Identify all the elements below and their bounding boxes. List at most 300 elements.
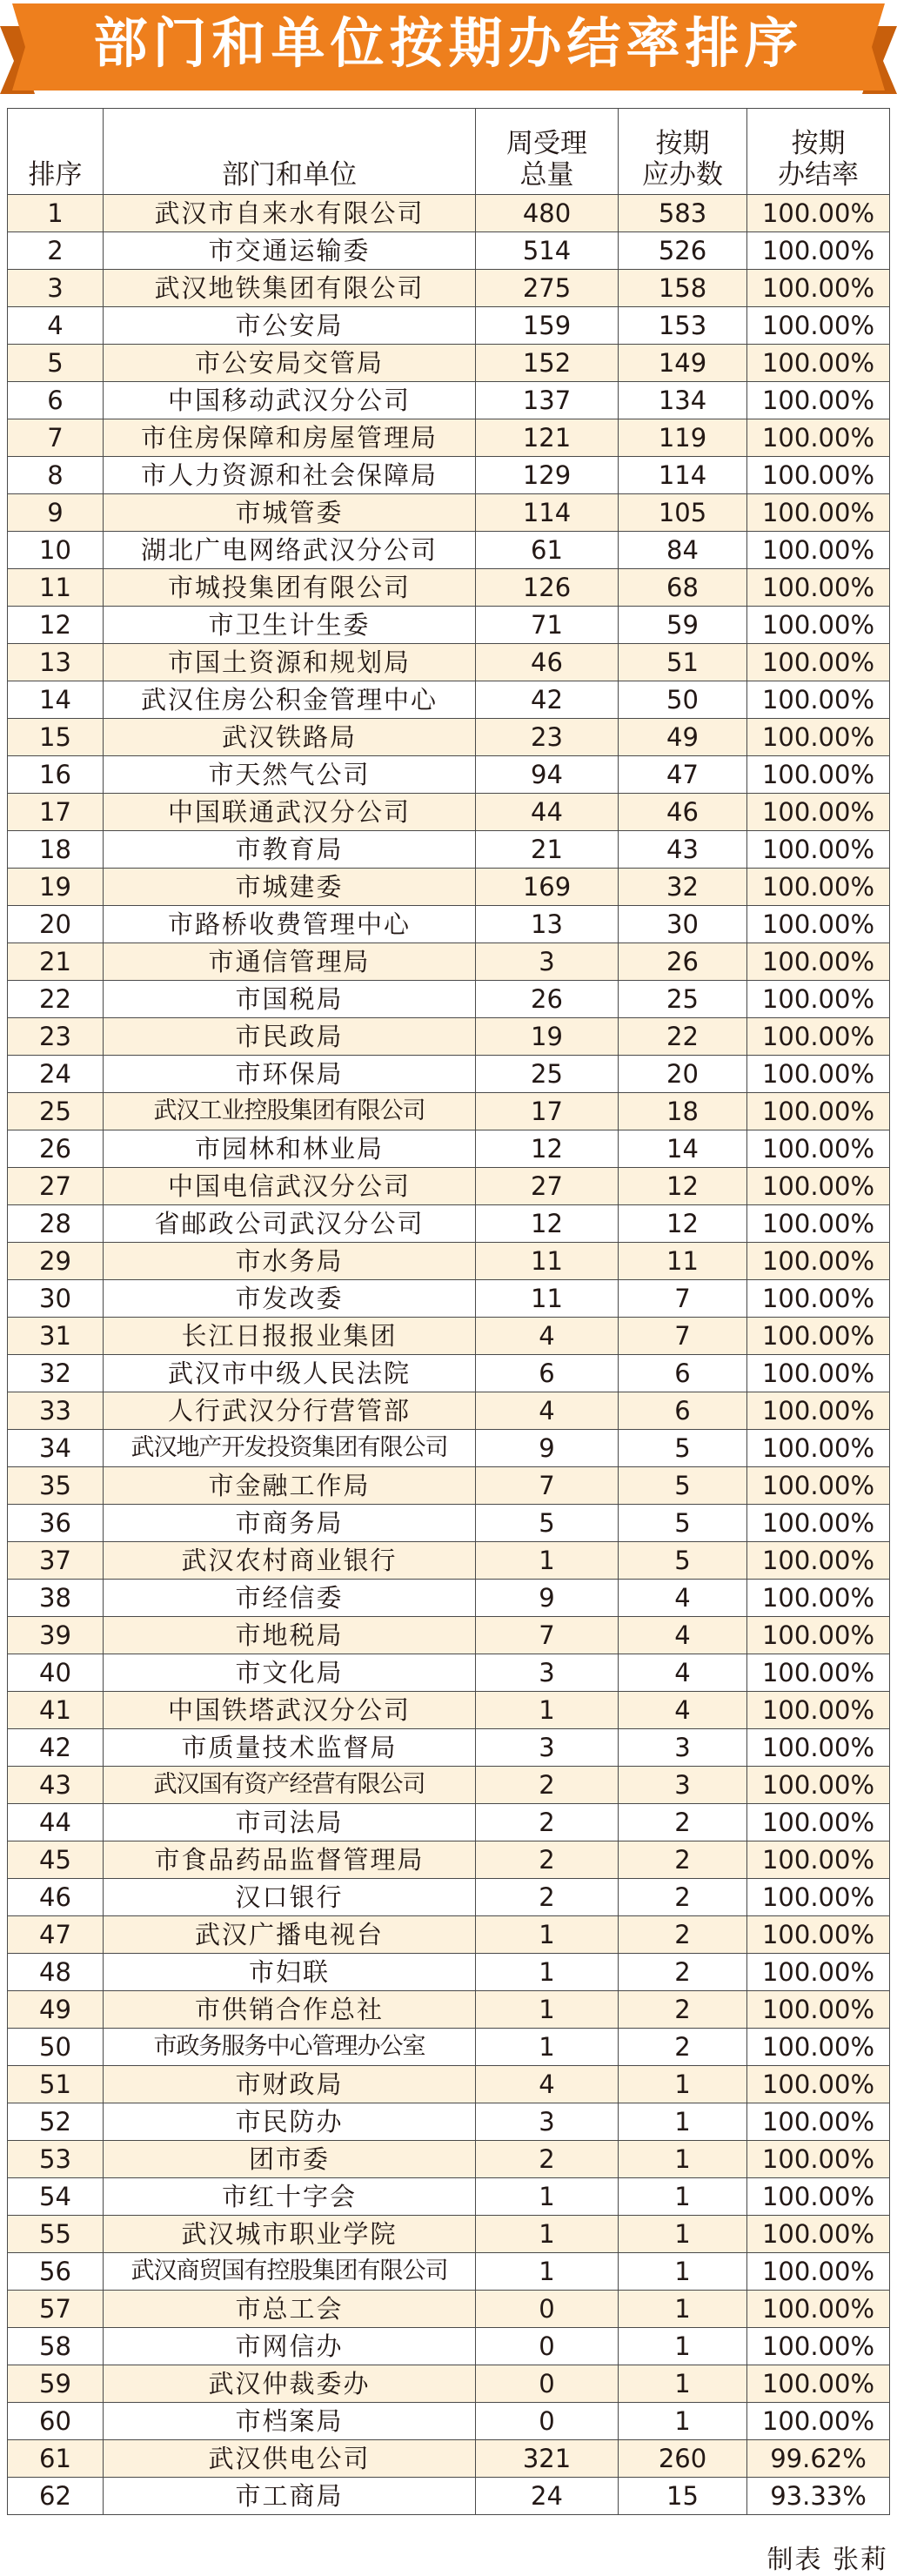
table-row bbox=[8, 2178, 890, 2216]
cell-received: 23 bbox=[476, 719, 619, 756]
cell-rate: 100.00% bbox=[747, 2066, 890, 2103]
cell-unit: 武汉国有资产经营有限公司 bbox=[104, 1767, 476, 1804]
cell-unit: 武汉供电公司 bbox=[104, 2440, 476, 2478]
cell-due: 5 bbox=[619, 1467, 747, 1505]
cell-received: 7 bbox=[476, 1467, 619, 1505]
cell-received: 0 bbox=[476, 2291, 619, 2328]
cell-received: 12 bbox=[476, 1205, 619, 1243]
cell-due: 18 bbox=[619, 1093, 747, 1130]
cell-received: 11 bbox=[476, 1280, 619, 1318]
cell-rank: 35 bbox=[8, 1467, 104, 1505]
cell-unit: 团市委 bbox=[104, 2141, 476, 2178]
cell-rate: 100.00% bbox=[747, 1916, 890, 1954]
cell-due: 12 bbox=[619, 1168, 747, 1205]
table-row bbox=[8, 869, 890, 906]
table-row bbox=[8, 569, 890, 607]
cell-rank: 41 bbox=[8, 1692, 104, 1729]
table-row bbox=[8, 1168, 890, 1205]
cell-received: 27 bbox=[476, 1168, 619, 1205]
cell-rank: 21 bbox=[8, 943, 104, 981]
table-row bbox=[8, 1318, 890, 1355]
header-due: 按期 应办数 bbox=[619, 109, 747, 195]
cell-rate: 100.00% bbox=[747, 1841, 890, 1879]
cell-received: 21 bbox=[476, 831, 619, 869]
cell-received: 169 bbox=[476, 869, 619, 906]
cell-rate: 100.00% bbox=[747, 681, 890, 719]
cell-rate: 100.00% bbox=[747, 869, 890, 906]
cell-unit: 市质量技术监督局 bbox=[104, 1729, 476, 1767]
cell-received: 321 bbox=[476, 2440, 619, 2478]
cell-rate: 100.00% bbox=[747, 2178, 890, 2216]
cell-due: 2 bbox=[619, 2029, 747, 2066]
cell-rate: 100.00% bbox=[747, 1767, 890, 1804]
cell-received: 121 bbox=[476, 419, 619, 457]
cell-received: 2 bbox=[476, 1804, 619, 1841]
cell-rate: 100.00% bbox=[747, 1168, 890, 1205]
cell-due: 2 bbox=[619, 1841, 747, 1879]
cell-due: 4 bbox=[619, 1692, 747, 1729]
cell-unit: 长江日报报业集团 bbox=[104, 1318, 476, 1355]
cell-rank: 6 bbox=[8, 382, 104, 419]
cell-rank: 8 bbox=[8, 457, 104, 494]
cell-unit: 中国铁塔武汉分公司 bbox=[104, 1692, 476, 1729]
cell-rank: 59 bbox=[8, 2365, 104, 2403]
table-row bbox=[8, 2328, 890, 2365]
cell-due: 1 bbox=[619, 2216, 747, 2253]
cell-received: 1 bbox=[476, 2178, 619, 2216]
cell-due: 15 bbox=[619, 2478, 747, 2515]
cell-rank: 10 bbox=[8, 532, 104, 569]
table-row bbox=[8, 232, 890, 270]
table-row bbox=[8, 1841, 890, 1879]
header-unit: 部门和单位 bbox=[104, 109, 476, 195]
cell-unit: 市工商局 bbox=[104, 2478, 476, 2515]
cell-due: 59 bbox=[619, 607, 747, 644]
table-row bbox=[8, 2365, 890, 2403]
cell-due: 1 bbox=[619, 2066, 747, 2103]
cell-rank: 55 bbox=[8, 2216, 104, 2253]
cell-rate: 100.00% bbox=[747, 2253, 890, 2291]
cell-rank: 11 bbox=[8, 569, 104, 607]
cell-received: 17 bbox=[476, 1093, 619, 1130]
cell-rank: 27 bbox=[8, 1168, 104, 1205]
cell-unit: 市金融工作局 bbox=[104, 1467, 476, 1505]
table-row bbox=[8, 2253, 890, 2291]
cell-due: 5 bbox=[619, 1430, 747, 1467]
cell-due: 26 bbox=[619, 943, 747, 981]
cell-due: 50 bbox=[619, 681, 747, 719]
cell-received: 24 bbox=[476, 2478, 619, 2515]
cell-rank: 50 bbox=[8, 2029, 104, 2066]
cell-unit: 市公安局 bbox=[104, 307, 476, 345]
cell-unit: 市教育局 bbox=[104, 831, 476, 869]
cell-unit: 汉口银行 bbox=[104, 1879, 476, 1916]
table-row bbox=[8, 307, 890, 345]
cell-rank: 18 bbox=[8, 831, 104, 869]
cell-due: 3 bbox=[619, 1767, 747, 1804]
cell-rate: 100.00% bbox=[747, 756, 890, 794]
cell-rate: 100.00% bbox=[747, 644, 890, 681]
cell-received: 11 bbox=[476, 1243, 619, 1280]
table-row bbox=[8, 1804, 890, 1841]
cell-due: 32 bbox=[619, 869, 747, 906]
table-row bbox=[8, 1130, 890, 1168]
cell-rank: 42 bbox=[8, 1729, 104, 1767]
cell-rank: 56 bbox=[8, 2253, 104, 2291]
cell-received: 3 bbox=[476, 1729, 619, 1767]
cell-due: 5 bbox=[619, 1542, 747, 1580]
cell-unit: 市供销合作总社 bbox=[104, 1991, 476, 2029]
cell-rank: 19 bbox=[8, 869, 104, 906]
cell-unit: 市水务局 bbox=[104, 1243, 476, 1280]
cell-rate: 100.00% bbox=[747, 1355, 890, 1392]
table-row bbox=[8, 1505, 890, 1542]
cell-rank: 33 bbox=[8, 1392, 104, 1430]
cell-rate: 100.00% bbox=[747, 719, 890, 756]
cell-rate: 100.00% bbox=[747, 345, 890, 382]
cell-due: 1 bbox=[619, 2403, 747, 2440]
table-row bbox=[8, 756, 890, 794]
cell-rank: 60 bbox=[8, 2403, 104, 2440]
cell-unit: 市国税局 bbox=[104, 981, 476, 1018]
table-row bbox=[8, 2216, 890, 2253]
cell-rate: 100.00% bbox=[747, 2103, 890, 2141]
cell-rate: 100.00% bbox=[747, 2328, 890, 2365]
cell-received: 129 bbox=[476, 457, 619, 494]
cell-unit: 市地税局 bbox=[104, 1617, 476, 1654]
cell-received: 0 bbox=[476, 2328, 619, 2365]
cell-rate: 100.00% bbox=[747, 2216, 890, 2253]
cell-received: 1 bbox=[476, 1692, 619, 1729]
cell-received: 1 bbox=[476, 1916, 619, 1954]
table-row bbox=[8, 2291, 890, 2328]
cell-rate: 100.00% bbox=[747, 2365, 890, 2403]
cell-rate: 100.00% bbox=[747, 1729, 890, 1767]
cell-unit: 市交通运输委 bbox=[104, 232, 476, 270]
cell-unit: 中国联通武汉分公司 bbox=[104, 794, 476, 831]
cell-rate: 100.00% bbox=[747, 532, 890, 569]
table-row bbox=[8, 1280, 890, 1318]
cell-rank: 3 bbox=[8, 270, 104, 307]
cell-due: 3 bbox=[619, 1729, 747, 1767]
cell-rank: 30 bbox=[8, 1280, 104, 1318]
table-row bbox=[8, 1617, 890, 1654]
cell-due: 2 bbox=[619, 1804, 747, 1841]
cell-rank: 28 bbox=[8, 1205, 104, 1243]
cell-due: 5 bbox=[619, 1505, 747, 1542]
header-received: 周受理 总量 bbox=[476, 109, 619, 195]
cell-due: 260 bbox=[619, 2440, 747, 2478]
cell-rate: 100.00% bbox=[747, 981, 890, 1018]
cell-received: 514 bbox=[476, 232, 619, 270]
table-row bbox=[8, 1392, 890, 1430]
cell-rate: 100.00% bbox=[747, 1056, 890, 1093]
cell-rank: 62 bbox=[8, 2478, 104, 2515]
table-row bbox=[8, 1542, 890, 1580]
cell-due: 1 bbox=[619, 2141, 747, 2178]
cell-rank: 15 bbox=[8, 719, 104, 756]
table-row bbox=[8, 419, 890, 457]
cell-unit: 省邮政公司武汉分公司 bbox=[104, 1205, 476, 1243]
cell-rank: 13 bbox=[8, 644, 104, 681]
cell-received: 1 bbox=[476, 2029, 619, 2066]
table-row bbox=[8, 1692, 890, 1729]
table-row bbox=[8, 943, 890, 981]
cell-received: 9 bbox=[476, 1580, 619, 1617]
cell-rank: 61 bbox=[8, 2440, 104, 2478]
cell-unit: 市城建委 bbox=[104, 869, 476, 906]
cell-unit: 市城投集团有限公司 bbox=[104, 569, 476, 607]
cell-received: 2 bbox=[476, 1879, 619, 1916]
cell-unit: 市红十字会 bbox=[104, 2178, 476, 2216]
table-row bbox=[8, 2141, 890, 2178]
cell-due: 6 bbox=[619, 1355, 747, 1392]
cell-rank: 26 bbox=[8, 1130, 104, 1168]
cell-unit: 市经信委 bbox=[104, 1580, 476, 1617]
cell-rank: 23 bbox=[8, 1018, 104, 1056]
cell-unit: 湖北广电网络武汉分公司 bbox=[104, 532, 476, 569]
cell-due: 2 bbox=[619, 1991, 747, 2029]
cell-rate: 100.00% bbox=[747, 1879, 890, 1916]
cell-rank: 31 bbox=[8, 1318, 104, 1355]
cell-rank: 9 bbox=[8, 494, 104, 532]
cell-rate: 100.00% bbox=[747, 906, 890, 943]
cell-received: 4 bbox=[476, 1392, 619, 1430]
cell-due: 2 bbox=[619, 1954, 747, 1991]
cell-unit: 武汉市中级人民法院 bbox=[104, 1355, 476, 1392]
cell-rate: 100.00% bbox=[747, 1580, 890, 1617]
cell-due: 4 bbox=[619, 1654, 747, 1692]
table-row bbox=[8, 1205, 890, 1243]
cell-due: 2 bbox=[619, 1916, 747, 1954]
cell-due: 153 bbox=[619, 307, 747, 345]
cell-received: 1 bbox=[476, 1991, 619, 2029]
cell-unit: 市民政局 bbox=[104, 1018, 476, 1056]
header-rate: 按期 办结率 bbox=[747, 109, 890, 195]
cell-rank: 44 bbox=[8, 1804, 104, 1841]
cell-unit: 市食品药品监督管理局 bbox=[104, 1841, 476, 1879]
cell-received: 152 bbox=[476, 345, 619, 382]
table-row bbox=[8, 2440, 890, 2478]
cell-rate: 100.00% bbox=[747, 2141, 890, 2178]
cell-due: 12 bbox=[619, 1205, 747, 1243]
cell-received: 26 bbox=[476, 981, 619, 1018]
cell-due: 1 bbox=[619, 2328, 747, 2365]
cell-rate: 93.33% bbox=[747, 2478, 890, 2515]
cell-due: 68 bbox=[619, 569, 747, 607]
cell-received: 275 bbox=[476, 270, 619, 307]
cell-unit: 武汉城市职业学院 bbox=[104, 2216, 476, 2253]
cell-received: 1 bbox=[476, 1954, 619, 1991]
cell-due: 43 bbox=[619, 831, 747, 869]
cell-due: 7 bbox=[619, 1280, 747, 1318]
cell-unit: 市档案局 bbox=[104, 2403, 476, 2440]
cell-rate: 100.00% bbox=[747, 270, 890, 307]
cell-rate: 100.00% bbox=[747, 1991, 890, 2029]
cell-received: 137 bbox=[476, 382, 619, 419]
cell-unit: 市财政局 bbox=[104, 2066, 476, 2103]
cell-received: 2 bbox=[476, 2141, 619, 2178]
table-row bbox=[8, 1056, 890, 1093]
cell-rank: 46 bbox=[8, 1879, 104, 1916]
cell-rank: 49 bbox=[8, 1991, 104, 2029]
cell-unit: 市卫生计生委 bbox=[104, 607, 476, 644]
cell-unit: 市政务服务中心管理办公室 bbox=[104, 2029, 476, 2066]
cell-received: 3 bbox=[476, 2103, 619, 2141]
table-row bbox=[8, 2029, 890, 2066]
cell-rate: 100.00% bbox=[747, 2403, 890, 2440]
cell-rate: 100.00% bbox=[747, 232, 890, 270]
cell-rank: 45 bbox=[8, 1841, 104, 1879]
cell-rank: 43 bbox=[8, 1767, 104, 1804]
cell-due: 583 bbox=[619, 195, 747, 232]
cell-rank: 25 bbox=[8, 1093, 104, 1130]
table-row bbox=[8, 1916, 890, 1954]
cell-rate: 100.00% bbox=[747, 1430, 890, 1467]
cell-received: 13 bbox=[476, 906, 619, 943]
cell-unit: 武汉铁路局 bbox=[104, 719, 476, 756]
cell-rank: 32 bbox=[8, 1355, 104, 1392]
cell-rate: 100.00% bbox=[747, 2291, 890, 2328]
table-row bbox=[8, 644, 890, 681]
cell-due: 49 bbox=[619, 719, 747, 756]
cell-due: 2 bbox=[619, 1879, 747, 1916]
cell-unit: 中国移动武汉分公司 bbox=[104, 382, 476, 419]
cell-due: 1 bbox=[619, 2178, 747, 2216]
cell-rank: 16 bbox=[8, 756, 104, 794]
cell-received: 0 bbox=[476, 2403, 619, 2440]
cell-rate: 100.00% bbox=[747, 382, 890, 419]
cell-received: 1 bbox=[476, 2253, 619, 2291]
cell-rate: 100.00% bbox=[747, 1467, 890, 1505]
table-row bbox=[8, 1954, 890, 1991]
cell-unit: 市妇联 bbox=[104, 1954, 476, 1991]
cell-rate: 100.00% bbox=[747, 1654, 890, 1692]
cell-rank: 29 bbox=[8, 1243, 104, 1280]
cell-unit: 市通信管理局 bbox=[104, 943, 476, 981]
table-row bbox=[8, 1580, 890, 1617]
cell-received: 2 bbox=[476, 1767, 619, 1804]
cell-received: 126 bbox=[476, 569, 619, 607]
cell-unit: 市天然气公司 bbox=[104, 756, 476, 794]
cell-due: 149 bbox=[619, 345, 747, 382]
cell-rank: 52 bbox=[8, 2103, 104, 2141]
cell-rank: 36 bbox=[8, 1505, 104, 1542]
cell-unit: 市园林和林业局 bbox=[104, 1130, 476, 1168]
cell-rate: 100.00% bbox=[747, 1243, 890, 1280]
cell-rate: 100.00% bbox=[747, 1505, 890, 1542]
cell-rate: 100.00% bbox=[747, 1280, 890, 1318]
table-row bbox=[8, 2478, 890, 2515]
table-row bbox=[8, 494, 890, 532]
table-row bbox=[8, 1430, 890, 1467]
cell-due: 4 bbox=[619, 1617, 747, 1654]
cell-rate: 100.00% bbox=[747, 1318, 890, 1355]
cell-received: 480 bbox=[476, 195, 619, 232]
cell-rate: 100.00% bbox=[747, 1954, 890, 1991]
cell-due: 6 bbox=[619, 1392, 747, 1430]
cell-due: 25 bbox=[619, 981, 747, 1018]
cell-received: 4 bbox=[476, 2066, 619, 2103]
cell-rank: 20 bbox=[8, 906, 104, 943]
cell-received: 9 bbox=[476, 1430, 619, 1467]
cell-rate: 100.00% bbox=[747, 307, 890, 345]
cell-due: 1 bbox=[619, 2291, 747, 2328]
cell-unit: 武汉市自来水有限公司 bbox=[104, 195, 476, 232]
cell-rate: 100.00% bbox=[747, 1018, 890, 1056]
cell-rank: 58 bbox=[8, 2328, 104, 2365]
cell-received: 3 bbox=[476, 1654, 619, 1692]
cell-rate: 100.00% bbox=[747, 494, 890, 532]
table-row bbox=[8, 831, 890, 869]
cell-due: 14 bbox=[619, 1130, 747, 1168]
cell-received: 19 bbox=[476, 1018, 619, 1056]
cell-unit: 武汉地产开发投资集团有限公司 bbox=[104, 1430, 476, 1467]
cell-due: 119 bbox=[619, 419, 747, 457]
cell-due: 7 bbox=[619, 1318, 747, 1355]
table-row bbox=[8, 1243, 890, 1280]
cell-due: 51 bbox=[619, 644, 747, 681]
header-rank: 排序 bbox=[8, 109, 104, 195]
cell-unit: 武汉广播电视台 bbox=[104, 1916, 476, 1954]
cell-received: 42 bbox=[476, 681, 619, 719]
cell-received: 4 bbox=[476, 1318, 619, 1355]
table-row bbox=[8, 2066, 890, 2103]
cell-rate: 100.00% bbox=[747, 1093, 890, 1130]
table-row bbox=[8, 1729, 890, 1767]
cell-due: 105 bbox=[619, 494, 747, 532]
cell-rate: 100.00% bbox=[747, 831, 890, 869]
cell-unit: 市文化局 bbox=[104, 1654, 476, 1692]
page-title: 部门和单位按期办结率排序 bbox=[93, 11, 804, 75]
cell-rate: 99.62% bbox=[747, 2440, 890, 2478]
table-row bbox=[8, 906, 890, 943]
cell-received: 3 bbox=[476, 943, 619, 981]
table-row bbox=[8, 532, 890, 569]
cell-due: 114 bbox=[619, 457, 747, 494]
cell-due: 47 bbox=[619, 756, 747, 794]
cell-rank: 4 bbox=[8, 307, 104, 345]
cell-unit: 市发改委 bbox=[104, 1280, 476, 1318]
cell-unit: 市公安局交管局 bbox=[104, 345, 476, 382]
cell-received: 0 bbox=[476, 2365, 619, 2403]
cell-unit: 市住房保障和房屋管理局 bbox=[104, 419, 476, 457]
cell-rank: 38 bbox=[8, 1580, 104, 1617]
cell-received: 25 bbox=[476, 1056, 619, 1093]
cell-rank: 40 bbox=[8, 1654, 104, 1692]
cell-due: 30 bbox=[619, 906, 747, 943]
cell-unit: 武汉商贸国有控股集团有限公司 bbox=[104, 2253, 476, 2291]
table-row bbox=[8, 794, 890, 831]
cell-rank: 1 bbox=[8, 195, 104, 232]
cell-unit: 武汉住房公积金管理中心 bbox=[104, 681, 476, 719]
cell-rank: 14 bbox=[8, 681, 104, 719]
cell-rank: 48 bbox=[8, 1954, 104, 1991]
table-row bbox=[8, 981, 890, 1018]
cell-unit: 武汉仲裁委办 bbox=[104, 2365, 476, 2403]
cell-received: 61 bbox=[476, 532, 619, 569]
table-row bbox=[8, 1467, 890, 1505]
table-row bbox=[8, 1991, 890, 2029]
cell-unit: 市总工会 bbox=[104, 2291, 476, 2328]
cell-rank: 57 bbox=[8, 2291, 104, 2328]
cell-received: 12 bbox=[476, 1130, 619, 1168]
cell-received: 114 bbox=[476, 494, 619, 532]
cell-rate: 100.00% bbox=[747, 1617, 890, 1654]
cell-rate: 100.00% bbox=[747, 607, 890, 644]
cell-rank: 12 bbox=[8, 607, 104, 644]
table-body bbox=[8, 195, 890, 2515]
